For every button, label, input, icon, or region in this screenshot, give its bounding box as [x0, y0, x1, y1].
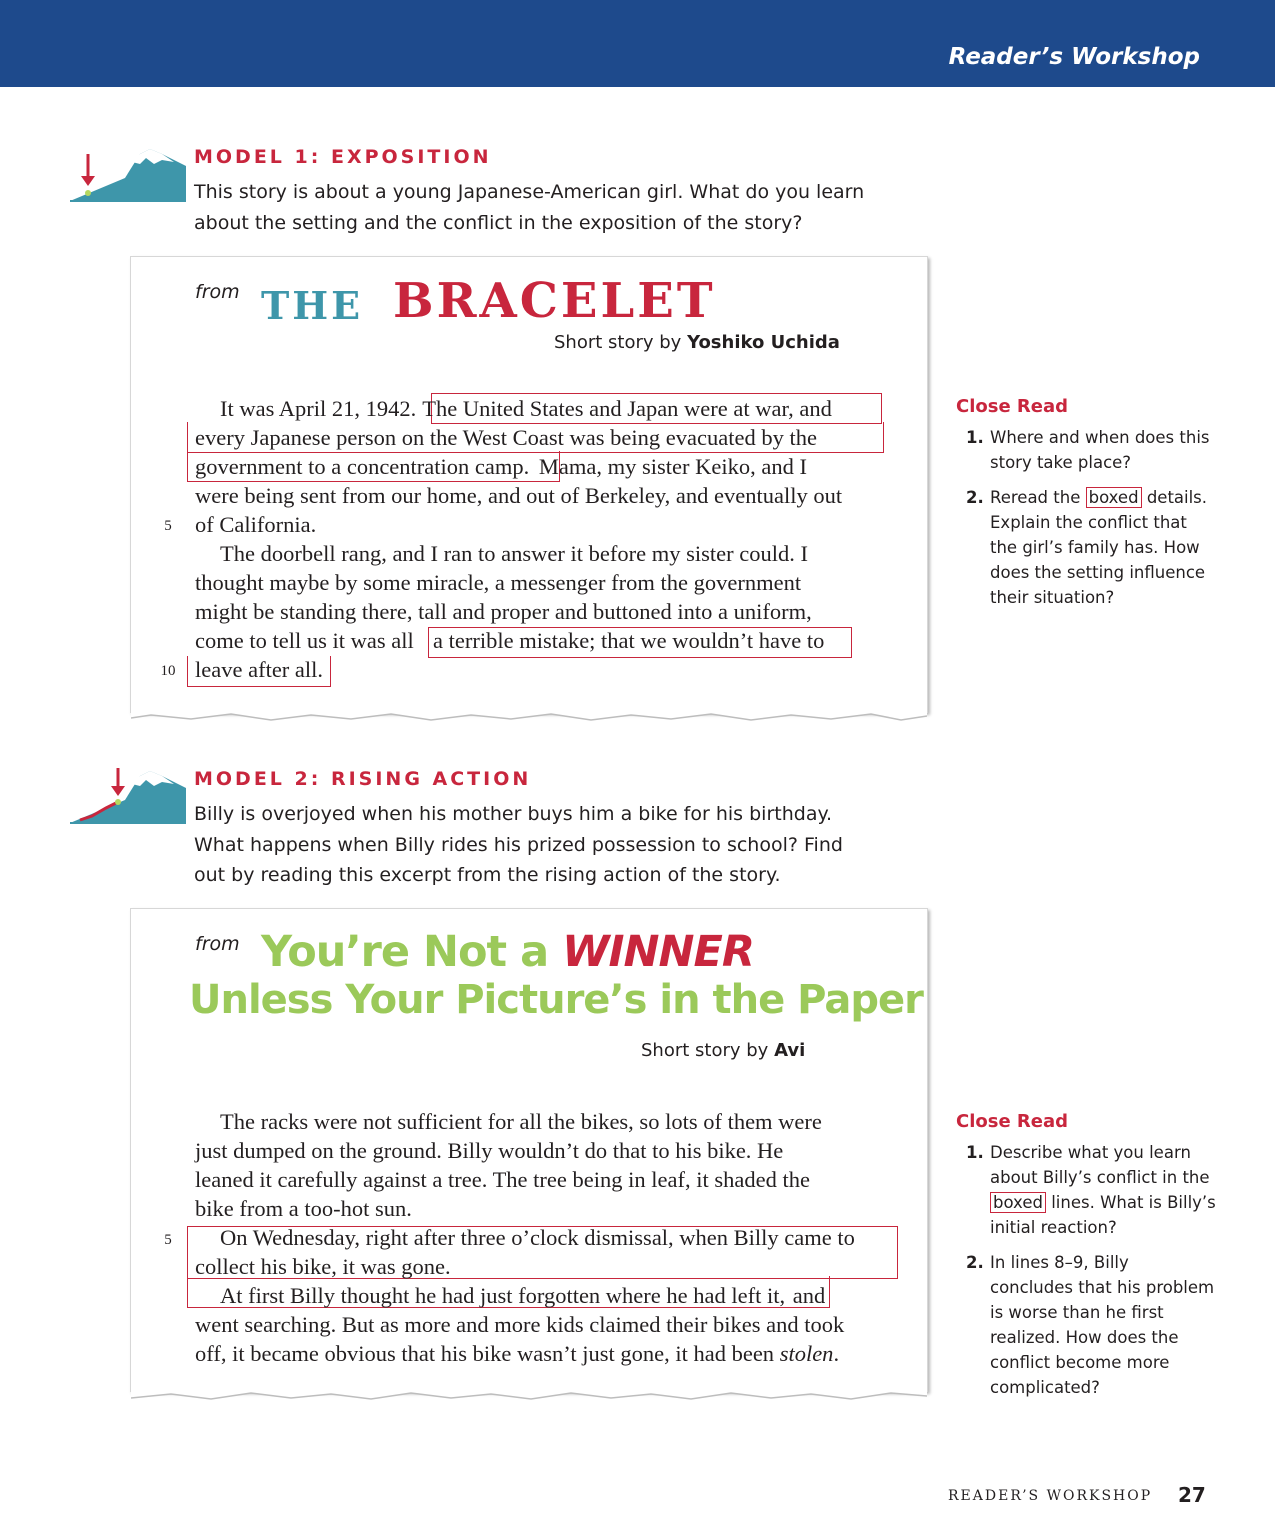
close-read-heading: Close Read: [956, 1111, 1069, 1132]
torn-edge: [131, 708, 927, 726]
page-number: 27: [1178, 1483, 1206, 1507]
excerpt-winner: [130, 908, 928, 1392]
story-line: went searching. But as more and more kids claimed their bikes and took: [195, 1312, 845, 1337]
torn-edge: [131, 1387, 927, 1405]
item-number: 1.: [966, 428, 984, 447]
story-line: just dumped on the ground. Billy wouldn’t do that to his bike. He: [195, 1138, 784, 1163]
story-line: The doorbell rang, and I ran to answer it before my sister could. I: [220, 541, 808, 566]
item-text: Describe what you learn about Billy’s conflict in the: [990, 1143, 1210, 1187]
story-line: [195, 394, 915, 423]
boxed-fragment: The United States and Japan were at war, and: [422, 396, 832, 421]
story-fragment: and: [787, 1283, 826, 1308]
story-line: might be standing there, tall and proper and buttoned into a uniform,: [195, 599, 812, 624]
story-fragment: a terrible mistake; that we wouldn’t have to: [433, 628, 825, 653]
byline-prefix: Short story by: [641, 1040, 769, 1061]
title-line-1: [261, 927, 754, 977]
from-label: from: [195, 281, 240, 303]
story-line: leaned it carefully against a tree. The tree being in leaf, it shaded the: [195, 1167, 810, 1192]
story-fragment: off, it became obvious that his bike wasn’t just gone, it had been: [195, 1341, 780, 1366]
story-line: every Japanese person on the West Coast was being evacuated by the: [195, 425, 817, 450]
byline-author: Yoshiko Uchida: [687, 332, 840, 353]
plot-diagram-rising-action-icon: [70, 768, 186, 826]
close-read-heading: Close Read: [956, 396, 1069, 417]
story-fragment: Mama, my sister Keiko, and I: [533, 454, 807, 479]
story-fragment: .: [833, 1341, 840, 1366]
story-line: [195, 1339, 915, 1368]
intro-line: What happens when Billy rides his prized possession to school? Find: [194, 833, 843, 856]
story-line: [195, 452, 915, 481]
story-fragment: It was April 21, 1942.: [220, 396, 417, 421]
intro-line: about the setting and the conflict in the exposition of the story?: [194, 211, 803, 234]
close-read-list: [956, 425, 1216, 610]
boxed-fragment: government to a concentration camp.: [195, 454, 530, 479]
intro-line: Billy is overjoyed when his mother buys him a bike for his birthday.: [194, 803, 833, 825]
close-read-1: [956, 396, 1216, 620]
title-bracelet: BRACELET: [393, 273, 716, 329]
model1-heading: MODEL 1: EXPOSITION: [194, 146, 492, 168]
title-winner: WINNER: [562, 927, 754, 977]
close-read-item: [956, 1140, 1216, 1240]
item-text: lines. What is Billy’s initial reaction?: [990, 1193, 1216, 1237]
model2-intro: [194, 799, 914, 891]
byline-prefix: Short story by: [554, 332, 682, 353]
boxed-word: boxed: [990, 1192, 1046, 1213]
boxed-fragment: leave after all.: [195, 657, 324, 682]
item-text: In lines 8–9, Billy concludes that his problem is worse than he first realized. How does the conflict become more complicated?: [990, 1253, 1215, 1397]
footer-label: READER’S WORKSHOP: [948, 1488, 1153, 1504]
byline: [554, 332, 840, 353]
model2-heading: MODEL 2: RISING ACTION: [194, 768, 532, 790]
intro-line: This story is about a young Japanese-American girl. What do you learn: [194, 181, 865, 203]
close-read-item: [956, 485, 1216, 610]
excerpt-bracelet: [130, 256, 928, 713]
close-read-2: [956, 1111, 1216, 1410]
item-text: details. Explain the conflict that the girl’s family has. How does the setting influence their situation?: [990, 488, 1208, 607]
story-text-winner: [195, 1107, 915, 1368]
model1-intro: [194, 177, 914, 238]
story-line: of California.: [195, 512, 317, 537]
intro-line: out by reading this excerpt from the rising action of the story.: [194, 864, 781, 886]
close-read-item: [956, 425, 1216, 475]
item-text: Where and when does this story take place?: [990, 428, 1210, 472]
line-number: 10: [160, 663, 176, 679]
story-fragment: come to tell us it was all: [195, 628, 414, 653]
story-fragment-italic: stolen: [779, 1341, 834, 1366]
item-number: 2.: [966, 1253, 984, 1272]
story-line: thought maybe by some miracle, a messenger from the government: [195, 570, 802, 595]
story-line: bike from a too-hot sun.: [195, 1196, 412, 1221]
story-line: On Wednesday, right after three o’clock dismissal, when Billy came to: [220, 1225, 855, 1250]
boxed-fragment: At first Billy thought he had just forgotten where he had left it,: [220, 1283, 786, 1308]
from-label: from: [195, 933, 240, 955]
byline-author: Avi: [774, 1040, 806, 1061]
line-number: 5: [164, 1232, 172, 1248]
item-text: Reread the: [990, 488, 1081, 507]
header-title: Reader’s Workshop: [948, 44, 1200, 70]
line-number: 5: [164, 518, 172, 534]
title-the: THE: [261, 283, 364, 328]
boxed-detail-outline: [187, 656, 331, 687]
title-line-2: Unless Your Picture’s in the Paper: [189, 977, 923, 1023]
item-number: 1.: [966, 1143, 984, 1162]
story-line: The racks were not sufficient for all the bikes, so lots of them were: [220, 1109, 822, 1134]
item-number: 2.: [966, 488, 984, 507]
header-bar: [0, 0, 1275, 87]
boxed-word: boxed: [1086, 487, 1142, 508]
story-line: [195, 1281, 915, 1310]
close-read-list: [956, 1140, 1216, 1400]
plot-diagram-exposition-icon: [70, 146, 186, 204]
story-line: were being sent from our home, and out of Berkeley, and eventually out: [195, 483, 843, 508]
byline: [641, 1040, 805, 1061]
story-line: collect his bike, it was gone.: [195, 1254, 451, 1279]
close-read-item: [956, 1250, 1216, 1400]
title-fragment: You’re Not a: [261, 927, 549, 977]
